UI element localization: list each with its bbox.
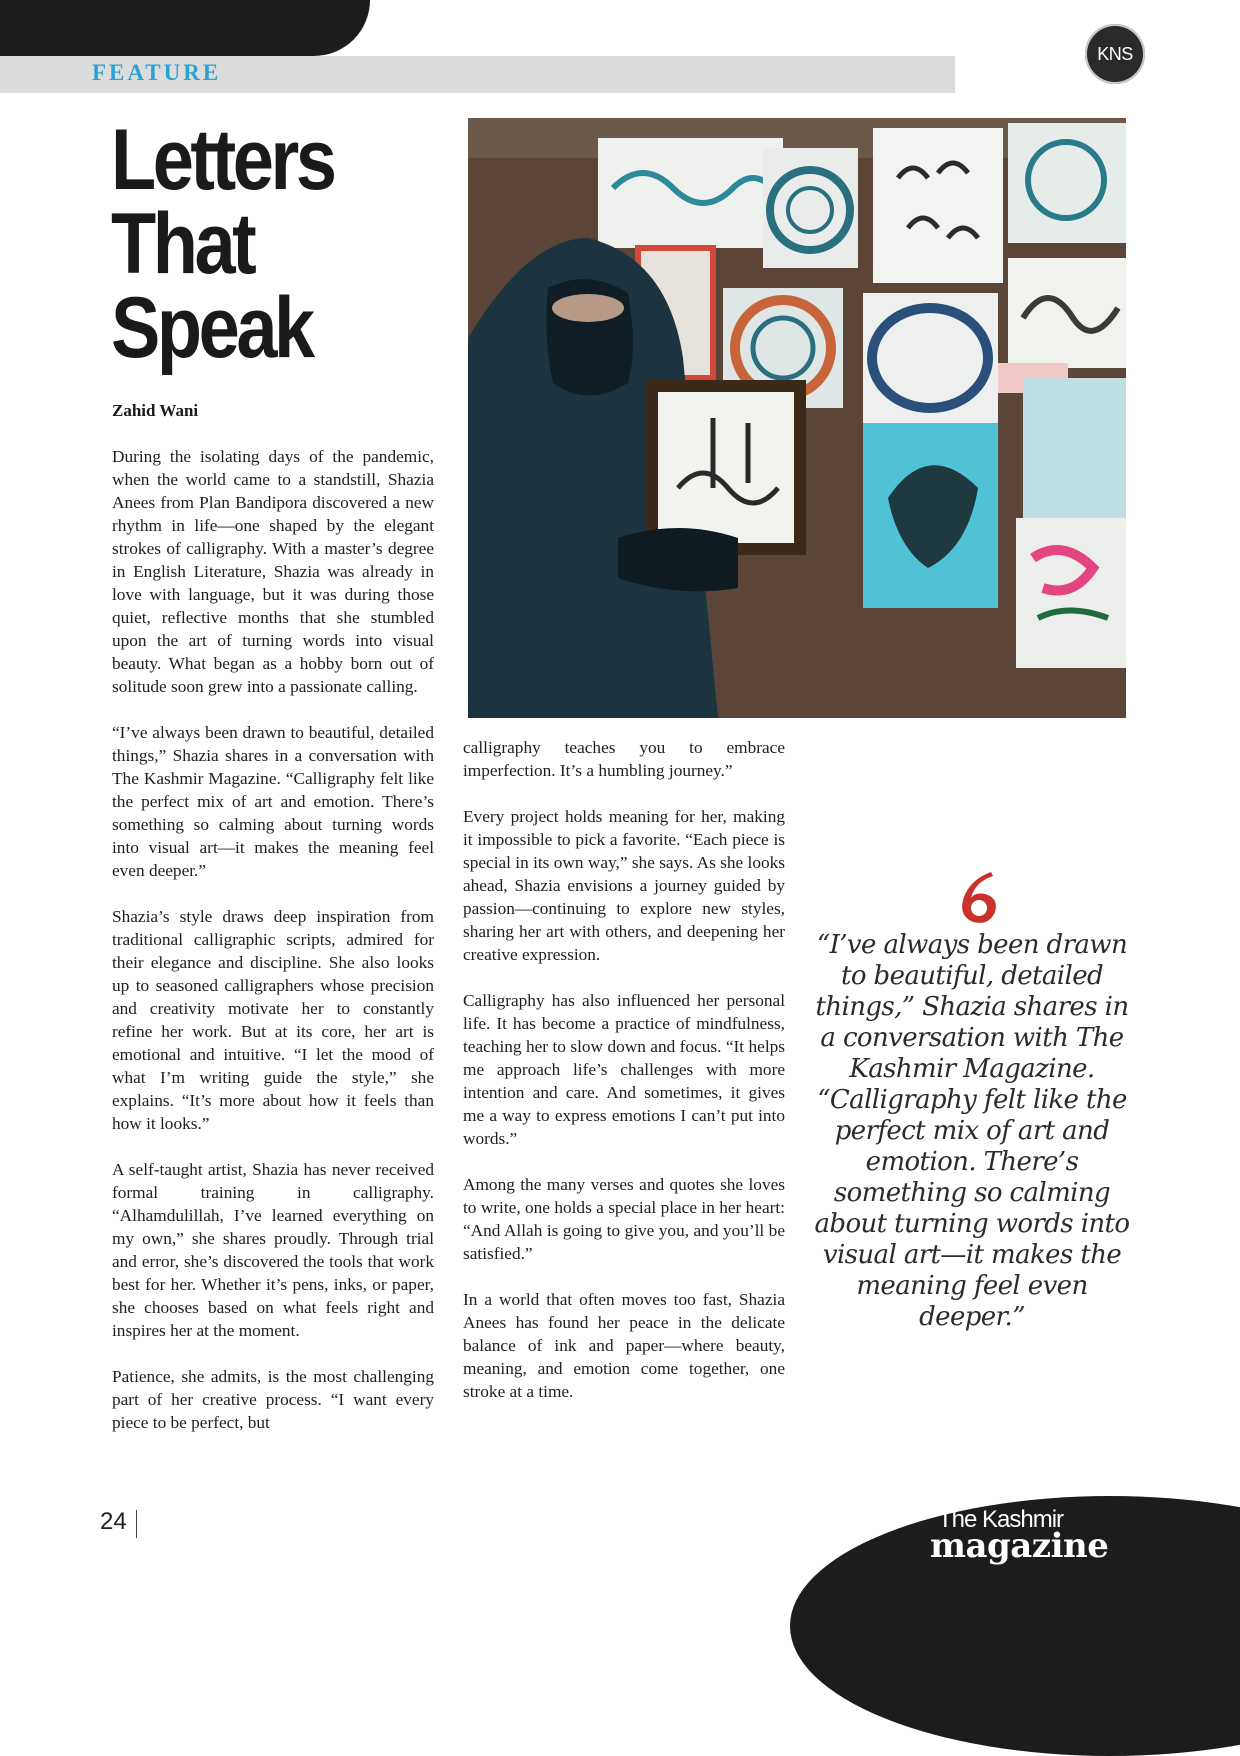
paragraph: Every project holds meaning for her, making it impossible to pick a favorite. “Each piece is special in its own way,” she says. As she looks ahead, Shazia envisions a journey guided by passion—continuing to explore new styles, sharing her art with others, and deepening her creative expression. (463, 807, 785, 964)
headline-line: Letters (111, 112, 334, 208)
byline: Zahid Wani (112, 401, 199, 420)
paragraph: Calligraphy has also influenced her personal life. It has become a practice of mindfulness, teaching her to slow down and focus. “It helps me approach life’s challenges with more intention and care. And sometimes, it gives me a way to express emotions I can’t put into words.” (463, 991, 785, 1148)
paragraph: During the isolating days of the pandemic, when the world came to a standstill, Shazia Anees from Plan Bandipora discovered a new rhythm in life—one shaped by the elegant strokes of calligraphy. With a master’s degree in English Literature, Shazia was already in love with language, but it was during those quiet, reflective months that she stumbled upon the art of turning words into visual beauty. What began as a hobby born out of solitude soon grew into a passionate calling. (112, 447, 434, 696)
paragraph: A self-taught artist, Shazia has never received formal training in calligraphy. “Alhamdulillah, I’ve learned everything on my own,” she shares proudly. Through trial and error, she’s discovered the tools that work best for her. Whether it’s pens, inks, or paper, she chooses based on what feels right and inspires her at the moment. (112, 1160, 434, 1340)
section-label: FEATURE (92, 60, 222, 85)
kns-logo-text: KNS (1097, 43, 1133, 64)
calligraphy-wall-photo (468, 118, 1126, 718)
feature-photo (468, 118, 1126, 718)
paragraph: “I’ve always been drawn to beautiful, detailed things,” Shazia shares in a conversation with The Kashmir Magazine. “Calligraphy felt like the perfect mix of art and emotion. There’s something so calming about turning words into visual art—it makes the meaning feel even deeper.” (112, 723, 434, 880)
headline-line: That (111, 196, 254, 292)
headline-line: Speak (111, 280, 312, 376)
section-bar (0, 56, 955, 93)
quote-mark-icon (955, 866, 1003, 926)
paragraph: Patience, she admits, is the most challenging part of her creative process. “I want every piece to be perfect, but (112, 1367, 434, 1432)
body-column-left (112, 445, 434, 1434)
pull-quote: “I’ve always been drawn to beautiful, detailed things,” Shazia shares in a conversation with The Kashmir Magazine. “Calligraphy felt like the perfect mix of art and emotion. There’s something so calming about turning words into visual art—it makes the meaning feel even deeper.” (814, 930, 1130, 1332)
brand-logo-line1: The Kashmir (938, 1506, 1064, 1533)
article-headline (111, 112, 395, 376)
paragraph: Shazia’s style draws deep inspiration from traditional calligraphic scripts, admired for their elegance and discipline. She also looks up to seasoned calligraphers whose precision and creativity motivate her to constantly refine her work. But at its core, her art is emotional and intuitive. “I let the mood of what I’m writing guide the style,” she explains. “It’s more about how it feels than how it looks.” (112, 907, 434, 1133)
page-number: 24 (100, 1508, 127, 1535)
brand-logo-line2: magazine (930, 1526, 1109, 1566)
paragraph: In a world that often moves too fast, Shazia Anees has found her peace in the delicate balance of ink and paper—where beauty, meaning, and emotion come together, one stroke at a time. (463, 1290, 785, 1401)
kns-logo (1085, 24, 1145, 84)
paragraph: calligraphy teaches you to embrace imperfection. It’s a humbling journey.” (463, 738, 785, 780)
body-column-middle (463, 736, 785, 1403)
header-black-tab (0, 0, 370, 56)
paragraph: Among the many verses and quotes she loves to write, one holds a special place in her heart: “And Allah is going to give you, and you’ll be satisfied.” (463, 1175, 785, 1263)
page-number-divider (136, 1510, 137, 1538)
